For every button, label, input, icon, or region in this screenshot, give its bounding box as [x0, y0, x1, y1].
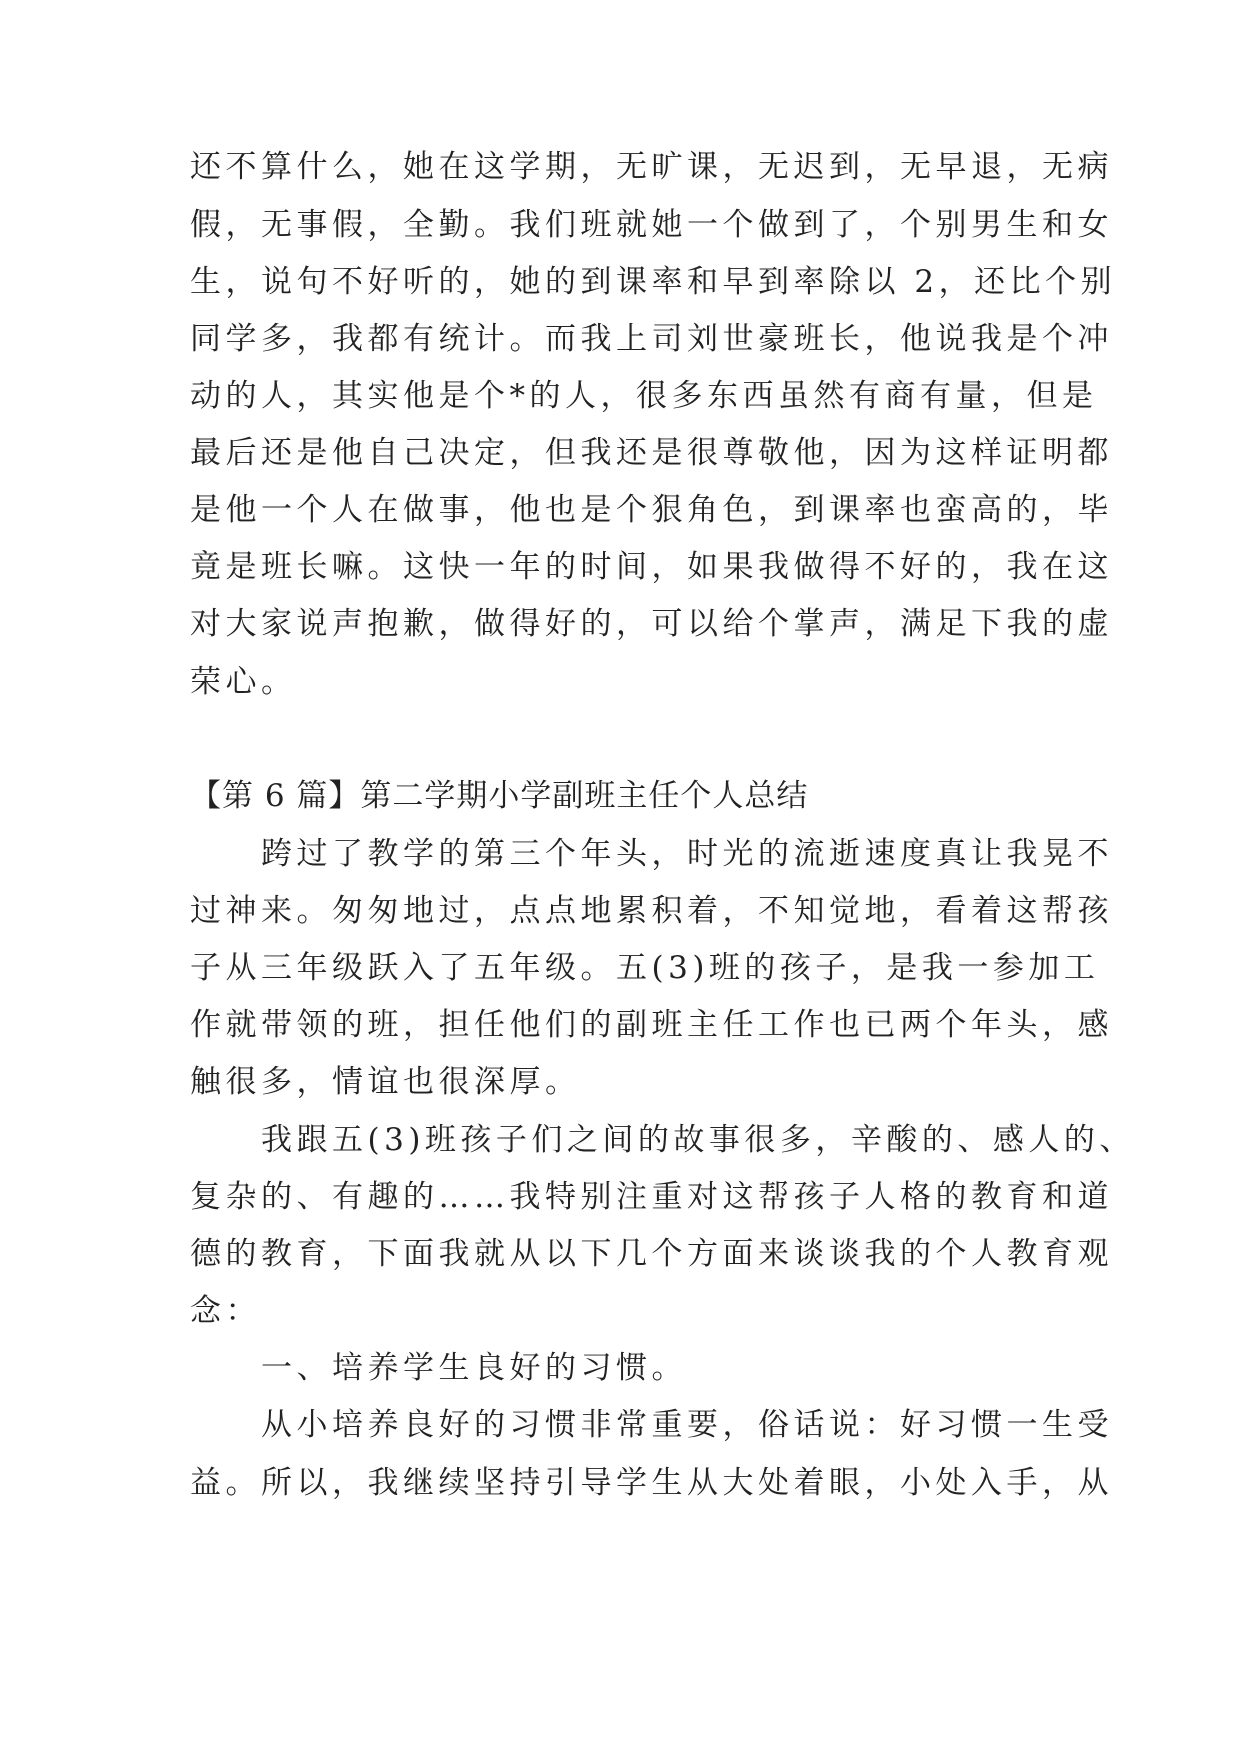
- text-line: 同学多，我都有统计。而我上司刘世豪班长，他说我是个冲: [190, 321, 1113, 357]
- section-title: 【第 6 篇】第二学期小学副班主任个人总结: [190, 778, 809, 814]
- text-line: 假，无事假，全勤。我们班就她一个做到了，个别男生和女: [190, 207, 1113, 243]
- text-line: 复杂的、有趣的……我特别注重对这帮孩子人格的教育和道: [190, 1179, 1113, 1215]
- text-line: 跨过了教学的第三个年头，时光的流逝速度真让我晃不: [190, 836, 1113, 872]
- text-line: 荣心。: [190, 664, 297, 700]
- text-line: 子从三年级跃入了五年级。五(3)班的孩子，是我一参加工: [190, 950, 1100, 986]
- text-line: 竟是班长嘛。这快一年的时间，如果我做得不好的，我在这: [190, 549, 1113, 585]
- text-line: 是他一个人在做事，他也是个狠角色，到课率也蛮高的，毕: [190, 492, 1113, 528]
- text-line: 生，说句不好听的，她的到课率和早到率除以 2，还比个别: [190, 264, 1117, 300]
- text-line: 益。所以，我继续坚持引导学生从大处着眼，小处入手，从: [190, 1465, 1113, 1501]
- text-line: 还不算什么，她在这学期，无旷课，无迟到，无早退，无病: [190, 149, 1113, 185]
- text-line: 作就带领的班，担任他们的副班主任工作也已两个年头，感: [190, 1007, 1113, 1043]
- text-line: 念：: [190, 1293, 261, 1329]
- text-line: 对大家说声抱歉，做得好的，可以给个掌声，满足下我的虚: [190, 606, 1113, 642]
- text-line: 过神来。匆匆地过，点点地累积着，不知觉地，看着这帮孩: [190, 893, 1113, 929]
- text-line: 触很多，情谊也很深厚。: [190, 1064, 581, 1100]
- subheading: 一、培养学生良好的习惯。: [190, 1350, 687, 1386]
- text-line: 我跟五(3)班孩子们之间的故事很多，辛酸的、感人的、: [190, 1122, 1135, 1158]
- text-line: 动的人，其实他是个*的人，很多东西虽然有商有量，但是: [190, 378, 1098, 414]
- text-line: 从小培养良好的习惯非常重要，俗话说：好习惯一生受: [190, 1407, 1113, 1443]
- text-line: 最后还是他自己决定，但我还是很尊敬他，因为这样证明都: [190, 435, 1113, 471]
- text-line: 德的教育，下面我就从以下几个方面来谈谈我的个人教育观: [190, 1236, 1113, 1272]
